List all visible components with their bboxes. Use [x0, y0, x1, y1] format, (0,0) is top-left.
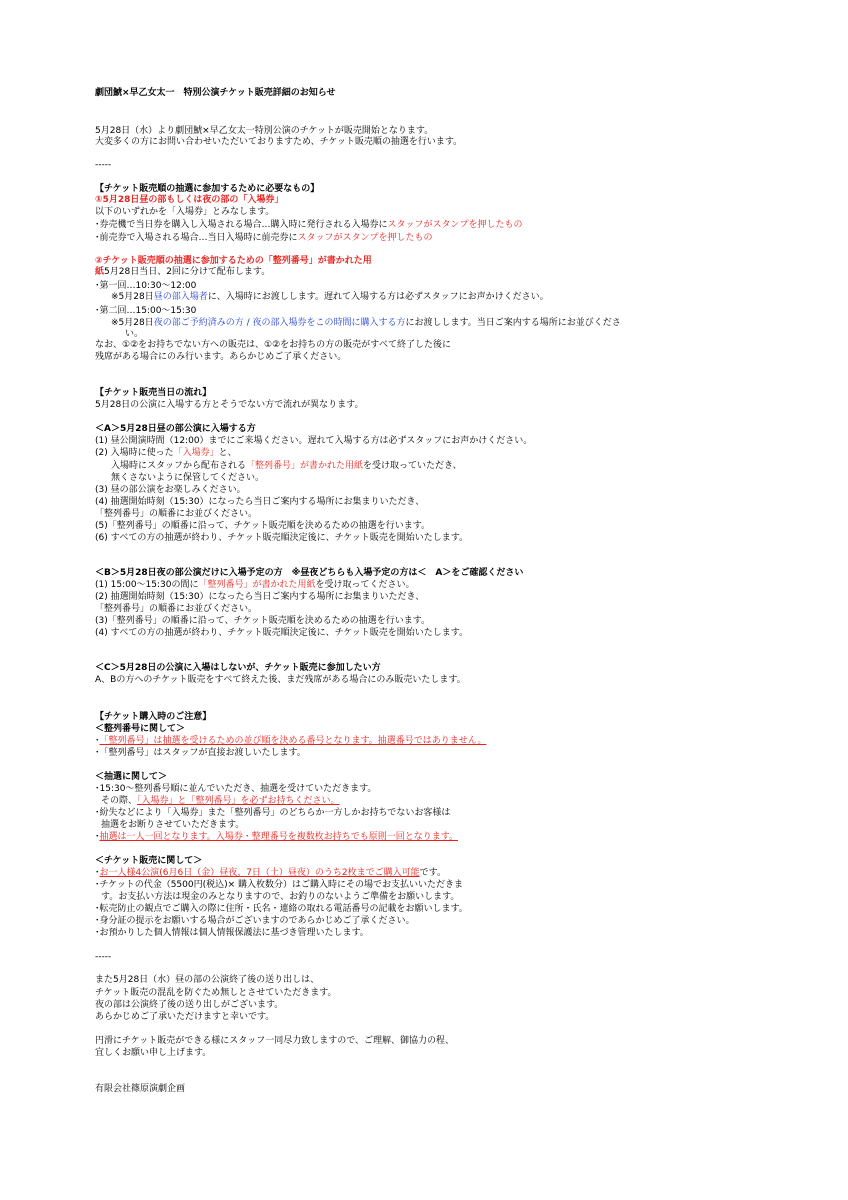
note-item: 抽選をお断りさせていただきます。 — [101, 820, 245, 830]
note-line: なお、①②をお持ちでない方への販売は、①②をお持ちの方の販売がすべて終了した後に — [95, 340, 452, 350]
highlight-text: スタッフがスタンプを押したもの — [297, 233, 433, 243]
group-a-heading: ＜A＞5月28日昼の部公演に入場する方 — [95, 424, 256, 434]
highlight-text: 「整列番号」は抽選を受けるための並び順を決める番号となります。抽選番号ではありません。 — [99, 736, 487, 746]
highlight-text: 「入場券」 — [173, 448, 219, 458]
note-item: ･紛失などにより「入場券」また「整列番号」のどちらか一方しかお持ちでないお客様は — [95, 808, 451, 818]
closing-line: 夜の部は公演終了後の送り出しがございます。 — [95, 1000, 284, 1010]
group-a-step: (5)「整列番号」の順番に沿って、チケット販売順を決めるための抽選を行います。 — [95, 521, 431, 531]
text: 入場時にスタッフから配布される — [111, 461, 247, 471]
note-item — [95, 736, 486, 747]
intro-line-1: 5月28日（水）より劇団鯱×早乙女太一特別公演のチケットが販売開始となります。 — [95, 126, 434, 136]
text: (1) 15:00～15:30の間に — [95, 580, 199, 590]
item2-heading: ②チケット販売順の抽選に参加するための「整列番号」が書かれた用 — [95, 256, 372, 266]
text: ･券売機で当日券を購入し入場される場合…購入時に発行される入場券に — [95, 220, 388, 230]
highlight-text: 夜の部ご予約済みの方 / 夜の部入場券をこの時間に購入する方 — [153, 318, 406, 328]
text: ･前売券で入場される場合…当日入場時に前売券に — [95, 233, 298, 243]
text: その際、 — [101, 796, 138, 806]
intro-line-2: 大変多くの方にお問い合わせいただいておりますため、チケット販売順の抽選を行います。 — [95, 137, 463, 147]
highlight-text: スタッフがスタンプを押したもの — [387, 220, 523, 230]
text: を受け取ってください。 — [315, 580, 415, 590]
note-item — [95, 868, 446, 879]
note-item: ･転売防止の観点でご購入の際に住所・氏名・連絡の取れる電話番号の記載をお願いします。 — [95, 904, 468, 914]
highlight-text: 「入場券」と「整列番号」を必ずお持ちください。 — [137, 796, 340, 806]
note-item: ･チケットの代金（5500円(税込)× 購入枚数分）はご購入時にその場でお支払いいただきま — [95, 880, 464, 890]
group-c-step: A、Bの方へのチケット販売をすべて終えた後、まだ残席がある場合にのみ販売いたします。 — [95, 675, 466, 685]
group-b-step: 「整列番号」の順番にお並びください。 — [95, 604, 258, 614]
group-c-heading: ＜C＞5月28日の公演に入場はしないが、チケット販売に参加したい方 — [95, 663, 381, 673]
round-1: ･第一回…10:30～12:00 — [95, 281, 197, 291]
group-a-step: 「整列番号」の順番にお並びください。 — [95, 509, 258, 519]
group-a-step: (1) 昼公開演時間（12:00）までにご来場ください。遅れて入場する方は必ずスタッフにお声かけください。 — [95, 436, 533, 446]
closing-line: 宜しくお願い申し上げます。 — [95, 1048, 212, 1058]
section-heading-notes: 【チケット購入時のご注意】 — [95, 712, 212, 722]
text: に、入場時にお渡しします。遅れて入場する方は必ずスタッフにお声かけください。 — [207, 292, 549, 302]
subheading-number: ＜整列番号に関して＞ — [95, 724, 186, 734]
text: ※5月28日 — [111, 318, 154, 328]
item2-line — [95, 267, 270, 278]
note-item: ･15:30～整列番号順に並んでいただき、抽選を受けていただきます。 — [95, 784, 377, 794]
item1-line — [95, 233, 433, 244]
separator: ----- — [95, 160, 112, 170]
group-a-step: (3) 昼の部公演をお楽しみください。 — [95, 485, 246, 495]
closing-line: また5月28日（水）昼の部の公演終了後の送り出しは、 — [95, 975, 320, 985]
text: を受け取っていただき、 — [363, 461, 462, 471]
text: にお渡しします。当日ご案内する場所にお並びくださ — [405, 318, 621, 328]
group-a-step — [111, 461, 462, 472]
section-heading-flow: 【チケット販売当日の流れ】 — [95, 388, 212, 398]
group-b-step: (3)「整列番号」の順番に沿って、チケット販売順を決めるための抽選を行います。 — [95, 616, 431, 626]
round-2-note — [111, 318, 621, 329]
note-item: ･身分証の提示をお願いする場合がございますのであらかじめご了承ください。 — [95, 916, 415, 926]
text: と、 — [218, 448, 237, 458]
group-a-step: (4) 抽選開始時刻（15:30）になったら当日ご案内する場所にお集まりいただき、 — [95, 497, 425, 507]
group-a-step: 無くさないように保管してください。 — [111, 473, 265, 483]
text: です。 — [419, 868, 446, 878]
text: (2) 入場時に使った — [95, 448, 174, 458]
bullet: ･ — [95, 868, 100, 878]
group-a-step — [95, 448, 237, 459]
subheading-lottery: ＜抽選に関して＞ — [95, 772, 168, 782]
text: ※5月28日 — [111, 292, 154, 302]
note-item — [95, 832, 458, 843]
highlight-text: 抽選は一人一回となります。入場券・整理番号を複数枚お持ちでも原則一回となります。 — [99, 832, 458, 842]
group-b-step — [95, 580, 415, 591]
group-a-step: (6) すべての方の抽選が終わり、チケット販売順決定後に、チケット販売を開始いたします。 — [95, 533, 469, 543]
highlight-text: 「整列番号」が書かれた用紙 — [246, 461, 364, 471]
flow-desc: 5月28日の公演に入場する方とそうでない方で流れが異なります。 — [95, 400, 364, 410]
highlight-text: 紙 — [95, 267, 105, 277]
round-2-note-cont: い。 — [125, 329, 144, 339]
text: 5月28日当日、2回に分けて配布します。 — [104, 267, 271, 277]
item1-line: 以下のいずれかを「入場券」とみなします。 — [95, 207, 275, 217]
highlight-text: 昼の部入場者 — [153, 292, 208, 302]
closing-line: チケット販売の混乱を防ぐため無しとさせていただきます。 — [95, 988, 337, 998]
highlight-text: 「整列番号」が書かれた用紙 — [198, 580, 316, 590]
closing-line: あらかじめご了承いただけますと幸いです。 — [95, 1012, 275, 1022]
item1-heading: ①5月28日昼の部もしくは夜の部の「入場券」 — [95, 195, 284, 205]
group-b-step: (4) すべての方の抽選が終わり、チケット販売順決定後に、チケット販売を開始いたします。 — [95, 628, 469, 638]
document-title: 劇団鯱×早乙女太一 特別公演チケット販売詳細のお知らせ — [95, 88, 336, 98]
highlight-text: お一人様4公演(6月6日（金）昼夜、7日（土）昼夜）のうち2枚までご購入可能 — [99, 868, 420, 878]
note-item: ･「整列番号」はスタッフが直接お渡しいたします。 — [95, 748, 306, 758]
group-b-heading: ＜B＞5月28日夜の部公演だけに入場予定の方 ※昼夜どちらも入場予定の方は＜ A＞をご確認ください — [95, 568, 524, 578]
section-heading-requirements: 【チケット販売順の抽選に参加するために必要なもの】 — [95, 184, 320, 194]
note-item — [101, 796, 340, 807]
round-2: ･第二回…15:00～15:30 — [95, 306, 197, 316]
separator: ----- — [95, 952, 112, 962]
group-b-step: (2) 抽選開始時刻（15:30）になったら当日ご案内する場所にお集まりいただき、 — [95, 592, 425, 602]
note-line: 残席がある場合にのみ行います。あらかじめご了承ください。 — [95, 352, 347, 362]
round-1-note — [111, 292, 549, 303]
item1-line — [95, 220, 523, 231]
company-name: 有限会社篠原演劇企画 — [95, 1084, 186, 1094]
note-item: す。お支払い方法は現金のみとなりますので、お釣りのないようご準備をお願いします。 — [101, 892, 460, 902]
bullet: ･ — [95, 832, 100, 842]
note-item: ･お預かりした個人情報は個人情報保護法に基づき管理いたします。 — [95, 928, 369, 938]
closing-line: 円滑にチケット販売ができる様にスタッフ一同尽力致しますので、ご理解、御協力の程、 — [95, 1036, 455, 1046]
subheading-sales: ＜チケット販売に関して＞ — [95, 856, 203, 866]
bullet: ･ — [95, 736, 100, 746]
